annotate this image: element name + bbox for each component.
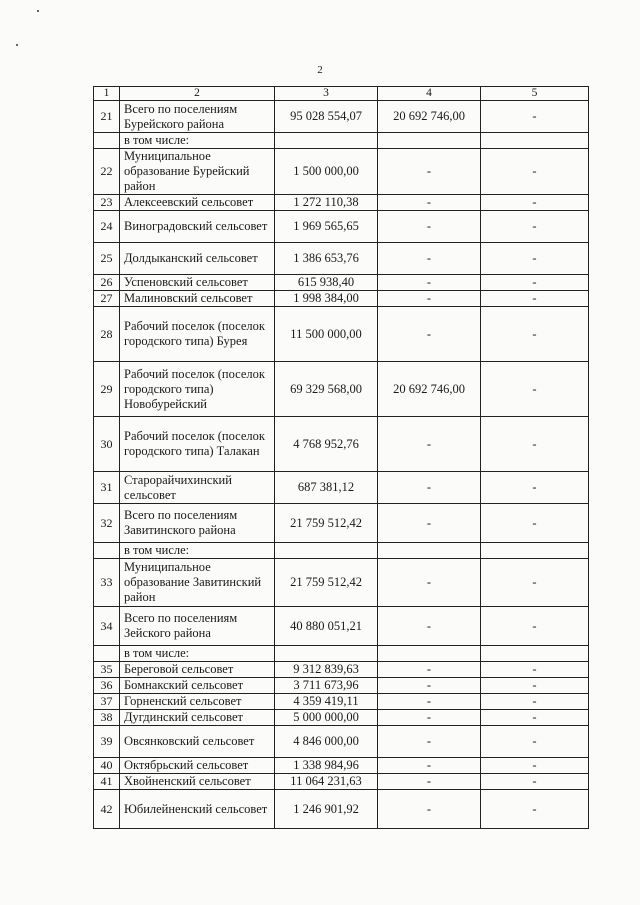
row-number	[94, 646, 120, 662]
amount-col5: -	[481, 211, 589, 243]
row-number: 22	[94, 149, 120, 195]
row-number	[94, 133, 120, 149]
row-number: 27	[94, 291, 120, 307]
table-row	[94, 710, 589, 726]
amount-col5: -	[481, 694, 589, 710]
row-number: 40	[94, 758, 120, 774]
amount-col3: 11 500 000,00	[275, 307, 378, 362]
amount-col3: 4 768 952,76	[275, 417, 378, 472]
amount-col4: -	[378, 710, 481, 726]
row-number: 21	[94, 101, 120, 133]
settlement-name: Рабочий поселок (поселок городского типа) Новобурейский	[120, 362, 275, 417]
amount-col5: -	[481, 774, 589, 790]
row-number: 31	[94, 472, 120, 504]
amount-col5: -	[481, 607, 589, 646]
amount-col5: -	[481, 678, 589, 694]
amount-col3: 11 064 231,63	[275, 774, 378, 790]
amount-col4	[378, 133, 481, 149]
table-row	[94, 149, 589, 195]
settlement-name: Рабочий поселок (поселок городского типа) Талакан	[120, 417, 275, 472]
amount-col5: -	[481, 504, 589, 543]
amount-col5: -	[481, 362, 589, 417]
table-row	[94, 291, 589, 307]
table-row	[94, 101, 589, 133]
amount-col5: -	[481, 758, 589, 774]
amount-col4: -	[378, 504, 481, 543]
amount-col3: 1 272 110,38	[275, 195, 378, 211]
row-number: 26	[94, 275, 120, 291]
amount-col3: 3 711 673,96	[275, 678, 378, 694]
amount-col4: 20 692 746,00	[378, 101, 481, 133]
settlement-name: Бомнакский сельсовет	[120, 678, 275, 694]
amount-col5: -	[481, 195, 589, 211]
amount-col5: -	[481, 149, 589, 195]
amount-col4: -	[378, 243, 481, 275]
row-number: 37	[94, 694, 120, 710]
page-number: 2	[317, 64, 323, 76]
table-row	[94, 774, 589, 790]
table-row	[94, 543, 589, 559]
table-row	[94, 504, 589, 543]
amount-col5	[481, 543, 589, 559]
table-row	[94, 195, 589, 211]
amount-col4: -	[378, 607, 481, 646]
amount-col3: 615 938,40	[275, 275, 378, 291]
amount-col3: 1 500 000,00	[275, 149, 378, 195]
amount-col3: 687 381,12	[275, 472, 378, 504]
amount-col3: 1 969 565,65	[275, 211, 378, 243]
amount-col4: -	[378, 417, 481, 472]
amount-col4: -	[378, 694, 481, 710]
amount-col4: -	[378, 472, 481, 504]
amount-col5: -	[481, 559, 589, 607]
amount-col5: -	[481, 417, 589, 472]
amount-col4: -	[378, 790, 481, 829]
table-header-row	[94, 87, 589, 101]
settlement-name: в том числе:	[120, 543, 275, 559]
settlement-name: Успеновский сельсовет	[120, 275, 275, 291]
table-row	[94, 758, 589, 774]
budget-table	[93, 86, 589, 829]
amount-col4: -	[378, 678, 481, 694]
header-cell: 5	[481, 87, 589, 101]
amount-col3: 40 880 051,21	[275, 607, 378, 646]
table-row	[94, 307, 589, 362]
row-number: 34	[94, 607, 120, 646]
settlement-name: Долдыканский сельсовет	[120, 243, 275, 275]
settlement-name: Алексеевский сельсовет	[120, 195, 275, 211]
table-row	[94, 275, 589, 291]
amount-col4: -	[378, 774, 481, 790]
settlement-name: в том числе:	[120, 646, 275, 662]
settlement-name: Виноградовский сельсовет	[120, 211, 275, 243]
row-number: 41	[94, 774, 120, 790]
amount-col3: 21 759 512,42	[275, 504, 378, 543]
amount-col5: -	[481, 275, 589, 291]
amount-col3: 1 338 984,96	[275, 758, 378, 774]
amount-col3: 69 329 568,00	[275, 362, 378, 417]
table-row	[94, 726, 589, 758]
amount-col5: -	[481, 243, 589, 275]
table-row	[94, 472, 589, 504]
row-number: 23	[94, 195, 120, 211]
settlement-name: Юбилейненский сельсовет	[120, 790, 275, 829]
row-number: 24	[94, 211, 120, 243]
amount-col4: -	[378, 195, 481, 211]
row-number: 29	[94, 362, 120, 417]
settlement-name: Горненский сельсовет	[120, 694, 275, 710]
table-row	[94, 646, 589, 662]
table-row	[94, 211, 589, 243]
settlement-name: Хвойненский сельсовет	[120, 774, 275, 790]
settlement-name: Октябрьский сельсовет	[120, 758, 275, 774]
header-cell: 4	[378, 87, 481, 101]
settlement-name: Рабочий поселок (поселок городского типа) Бурея	[120, 307, 275, 362]
table-row	[94, 362, 589, 417]
amount-col3	[275, 133, 378, 149]
amount-col3: 1 386 653,76	[275, 243, 378, 275]
row-number: 25	[94, 243, 120, 275]
amount-col3: 9 312 839,63	[275, 662, 378, 678]
settlement-name: Муниципальное образование Бурейский район	[120, 149, 275, 195]
table-row	[94, 790, 589, 829]
scan-speck	[37, 10, 39, 12]
row-number: 28	[94, 307, 120, 362]
amount-col3: 5 000 000,00	[275, 710, 378, 726]
amount-col3: 1 246 901,92	[275, 790, 378, 829]
amount-col3: 4 846 000,00	[275, 726, 378, 758]
amount-col3: 95 028 554,07	[275, 101, 378, 133]
amount-col5: -	[481, 307, 589, 362]
amount-col5: -	[481, 710, 589, 726]
amount-col3: 4 359 419,11	[275, 694, 378, 710]
amount-col3: 21 759 512,42	[275, 559, 378, 607]
row-number: 42	[94, 790, 120, 829]
row-number: 39	[94, 726, 120, 758]
row-number: 38	[94, 710, 120, 726]
header-cell: 1	[94, 87, 120, 101]
amount-col5: -	[481, 790, 589, 829]
settlement-name: Малиновский сельсовет	[120, 291, 275, 307]
settlement-name: Дугдинский сельсовет	[120, 710, 275, 726]
table-row	[94, 243, 589, 275]
amount-col3	[275, 646, 378, 662]
header-cell: 2	[120, 87, 275, 101]
row-number: 33	[94, 559, 120, 607]
row-number: 35	[94, 662, 120, 678]
amount-col3	[275, 543, 378, 559]
amount-col4: -	[378, 662, 481, 678]
row-number: 32	[94, 504, 120, 543]
settlement-name: Всего по поселениям Бурейского района	[120, 101, 275, 133]
amount-col4: -	[378, 211, 481, 243]
amount-col4: -	[378, 275, 481, 291]
amount-col5	[481, 133, 589, 149]
settlement-name: в том числе:	[120, 133, 275, 149]
table-row	[94, 559, 589, 607]
table-row	[94, 607, 589, 646]
amount-col4: -	[378, 307, 481, 362]
settlement-name: Береговой сельсовет	[120, 662, 275, 678]
row-number	[94, 543, 120, 559]
table-row	[94, 678, 589, 694]
amount-col5: -	[481, 291, 589, 307]
scan-speck	[16, 44, 18, 46]
table-row	[94, 417, 589, 472]
amount-col4: -	[378, 149, 481, 195]
amount-col4	[378, 543, 481, 559]
amount-col4: -	[378, 559, 481, 607]
amount-col4: 20 692 746,00	[378, 362, 481, 417]
amount-col3: 1 998 384,00	[275, 291, 378, 307]
settlement-name: Всего по поселениям Зейского района	[120, 607, 275, 646]
amount-col4: -	[378, 758, 481, 774]
amount-col5: -	[481, 472, 589, 504]
row-number: 36	[94, 678, 120, 694]
amount-col5: -	[481, 101, 589, 133]
amount-col4: -	[378, 726, 481, 758]
amount-col4: -	[378, 291, 481, 307]
amount-col4	[378, 646, 481, 662]
amount-col5	[481, 646, 589, 662]
table-row	[94, 133, 589, 149]
settlement-name: Муниципальное образование Завитинский район	[120, 559, 275, 607]
settlement-name: Овсянковский сельсовет	[120, 726, 275, 758]
header-cell: 3	[275, 87, 378, 101]
settlement-name: Старорайчихинский сельсовет	[120, 472, 275, 504]
row-number: 30	[94, 417, 120, 472]
amount-col5: -	[481, 726, 589, 758]
table-row	[94, 694, 589, 710]
table-row	[94, 662, 589, 678]
settlement-name: Всего по поселениям Завитинского района	[120, 504, 275, 543]
amount-col5: -	[481, 662, 589, 678]
